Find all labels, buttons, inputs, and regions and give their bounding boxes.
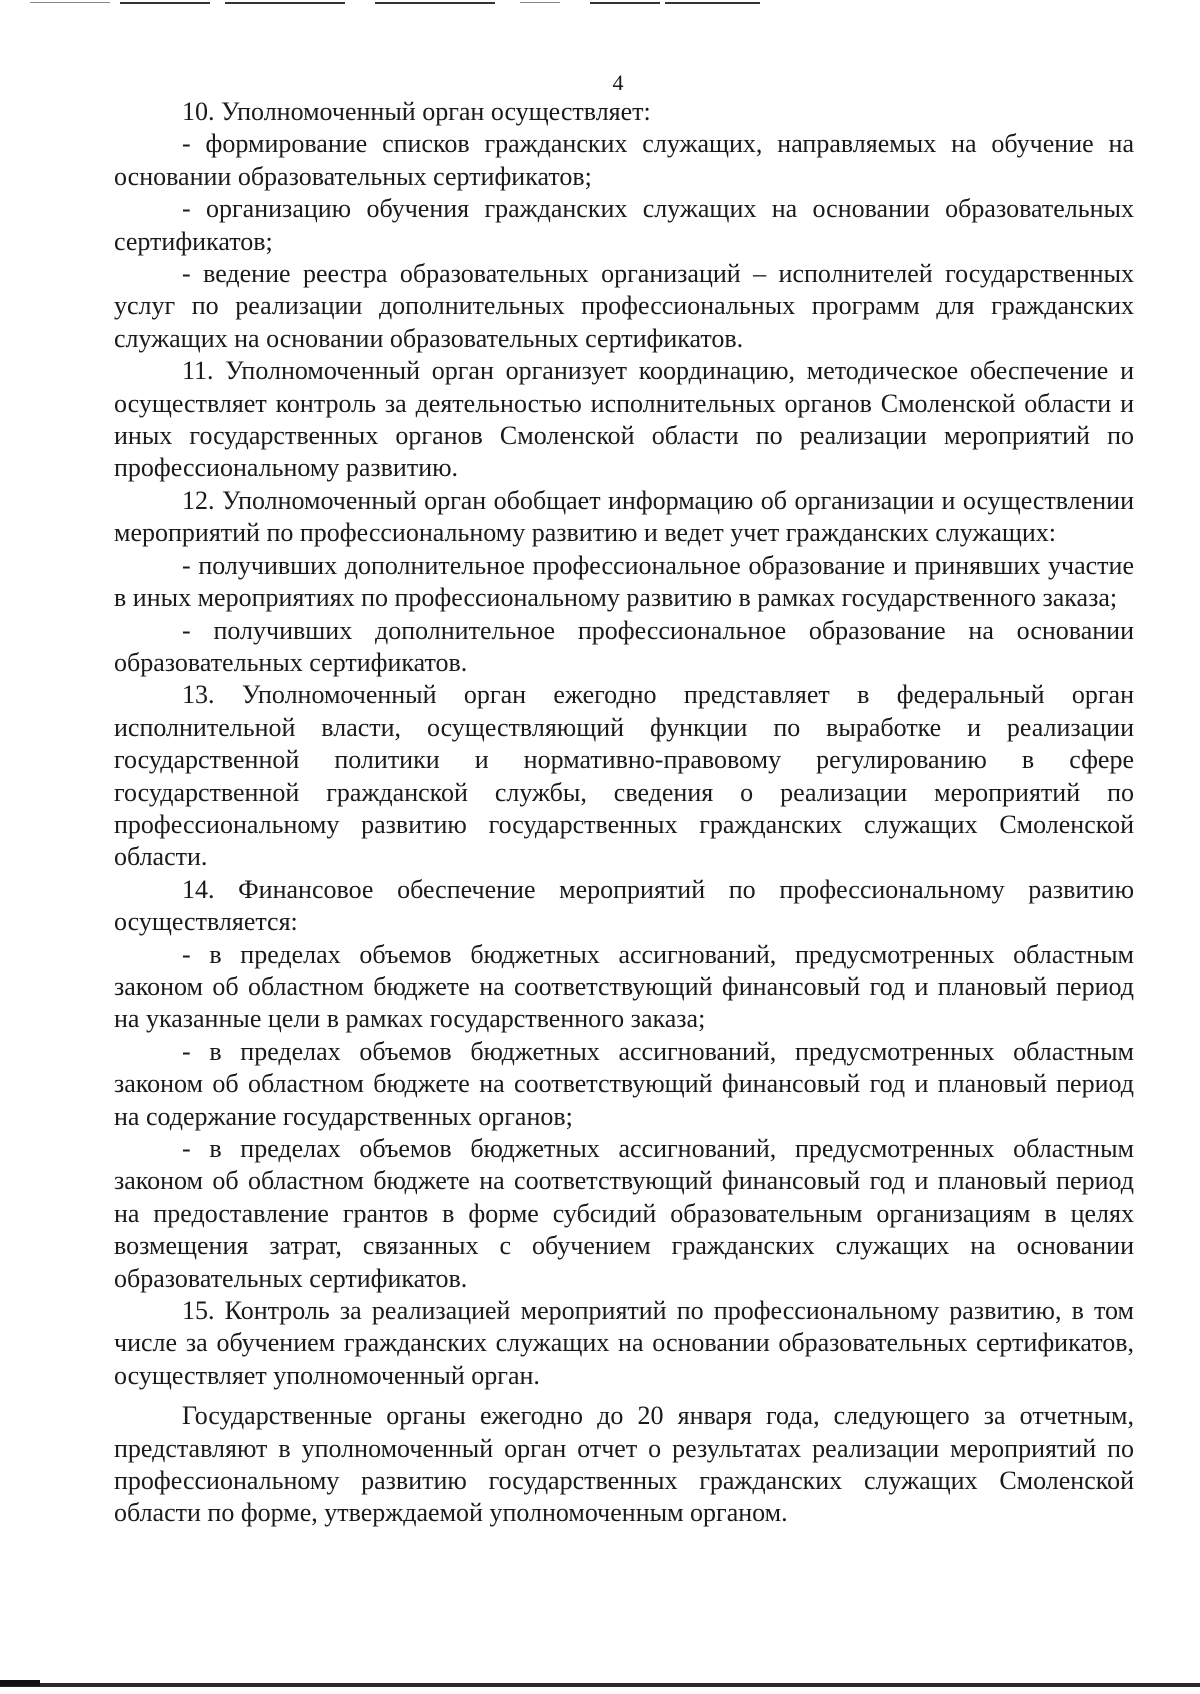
scan-bottom-mark	[0, 1680, 40, 1686]
paragraph-closing: Государственные органы ежегодно до 20 января года, следующего за отчетным, представляют в уполномоченный орган отчет о результатах реализации мероприятий по профессиональному развитию государственных гражданских служащих Смоленской области по форме, утверждаемой уполномоченным органом.	[114, 1401, 1134, 1528]
scan-top-edge	[0, 0, 1200, 10]
list-item: - получивших дополнительное профессиональное образование на основании образовательных сертификатов.	[114, 615, 1134, 677]
list-item: - ведение реестра образовательных организаций – исполнителей государственных услуг по реализации дополнительных профессиональных программ для гражданских служащих на основании образовательных сертификатов.	[114, 259, 1134, 353]
page-number: 4	[612, 70, 624, 95]
list-item: - организацию обучения гражданских служащих на основании образовательных сертификатов;	[114, 194, 1134, 256]
paragraph-14: 14. Финансовое обеспечение мероприятий по профессиональному развитию осуществляется:	[114, 874, 1134, 937]
paragraph-11: 11. Уполномоченный орган организует координацию, методическое обеспечение и осуществляет контроль за деятельностью исполнительных органов Смоленской области и иных государственных органов Смоленской области по реализации мероприятий по профессиональному развитию.	[114, 356, 1134, 483]
scan-bottom-edge	[0, 1683, 1200, 1687]
paragraph-13: 13. Уполномоченный орган ежегодно представляет в федеральный орган исполнительной власти, осуществляющий функции по выработке и реализации государственной политики и нормативно-правовому регулированию в сфере государственной гражданской службы, сведения о реализации мероприятий по профессиональному развитию государственных гражданских служащих Смоленской области.	[114, 680, 1134, 872]
list-item: - в пределах объемов бюджетных ассигнований, предусмотренных областным законом об областном бюджете на соответствующий финансовый год и плановый период на предоставление грантов в форме субсидий образовательным организациям в целях возмещения затрат, связанных с обучением гражданских служащих на основании образовательных сертификатов.	[114, 1134, 1134, 1293]
document-body	[114, 96, 1134, 1530]
list-item: - в пределах объемов бюджетных ассигнований, предусмотренных областным законом об областном бюджете на соответствующий финансовый год и плановый период на содержание государственных органов;	[114, 1036, 1134, 1131]
list-item: - в пределах объемов бюджетных ассигнований, предусмотренных областным законом об областном бюджете на соответствующий финансовый год и плановый период на указанные цели в рамках государственного заказа;	[114, 939, 1134, 1034]
paragraph-12: 12. Уполномоченный орган обобщает информацию об организации и осуществлении мероприятий по профессиональному развитию и ведет учет гражданских служащих:	[114, 485, 1134, 548]
paragraph-15: 15. Контроль за реализацией мероприятий по профессиональному развитию, в том числе за обучением гражданских служащих на основании образовательных сертификатов, осуществляет уполномоченный орган.	[114, 1296, 1134, 1390]
paragraph-10: 10. Уполномоченный орган осуществляет:	[182, 97, 651, 126]
list-item: - формирование списков гражданских служащих, направляемых на обучение на основании образовательных сертификатов;	[114, 129, 1134, 191]
list-item: - получивших дополнительное профессиональное образование и принявших участие в иных мероприятиях по профессиональному развитию в рамках государственного заказа;	[114, 550, 1134, 613]
